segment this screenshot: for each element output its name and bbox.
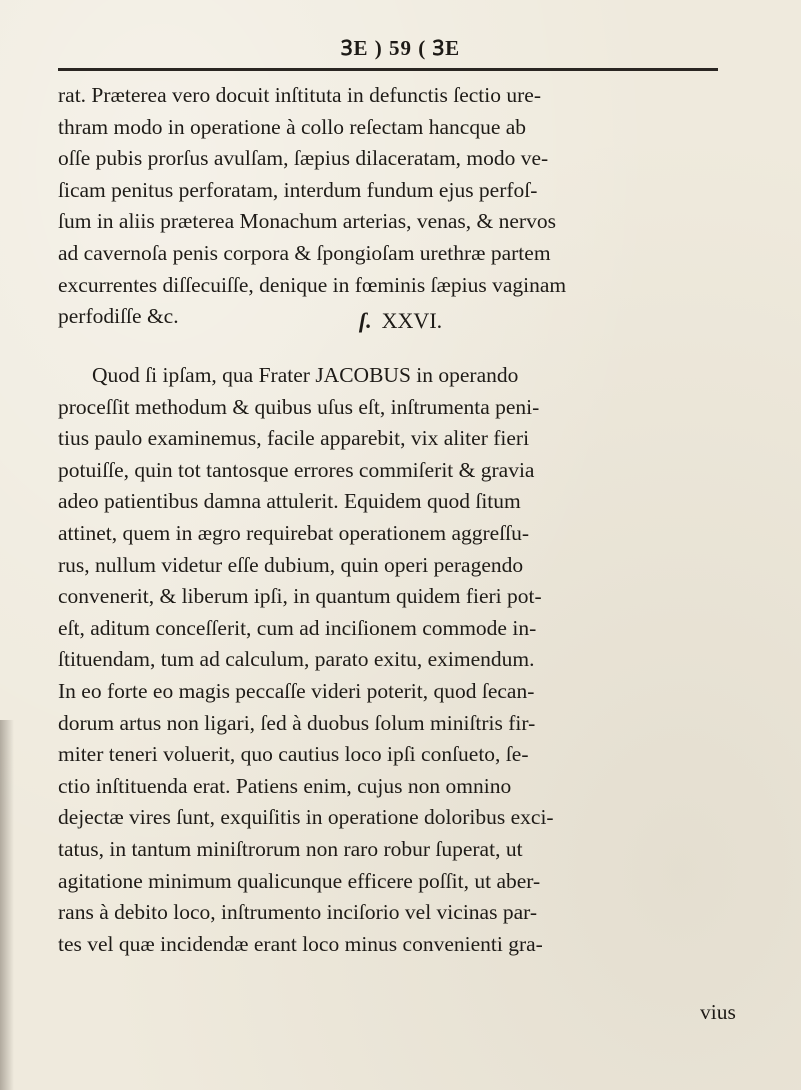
text-line: perfodiſſe &c.	[58, 304, 179, 329]
text-line: tes vel quæ incidendæ erant loco minus convenienti gra-	[58, 931, 543, 956]
text-line: ctio inſtituenda erat. Patiens enim, cujus non omnino	[58, 773, 512, 798]
running-head-text: ꝪE ) 59 ( ꝪE	[340, 36, 461, 60]
section-symbol: ſ.	[358, 308, 372, 333]
text-line: proceſſit methodum & quibus uſus eſt, inſtrumenta peni-	[58, 394, 540, 419]
text-line: ſum in aliis præterea Monachum arterias, venas, & nervos	[58, 209, 556, 234]
text-line: In eo forte eo magis peccaſſe videri poterit, quod ſecan-	[58, 678, 535, 703]
text-line: tatus, in tantum miniſtrorum non raro robur ſuperat, ut	[58, 836, 523, 861]
paragraph-1	[58, 80, 748, 333]
text-line: agitatione minimum qualicunque efficere poſſit, ut aber-	[58, 868, 541, 893]
section-number: XXVI.	[381, 308, 443, 333]
text-line: rat. Præterea vero docuit inſtituta in defunctis ſectio ure-	[58, 83, 541, 107]
text-line: adeo patientibus damna attulerit. Equidem quod ſitum	[58, 489, 521, 514]
text-line: eſt, aditum conceſſerit, cum ad inciſionem commode in-	[58, 615, 537, 640]
text-line: oſſe pubis prorſus avulſam, ſæpius dilaceratam, modo ve-	[58, 146, 549, 171]
text-line: dorum artus non ligari, ſed à duobus ſolum miniſtris fir-	[58, 710, 536, 735]
text-line: dejectæ vires ſunt, exquiſitis in operatione doloribus exci-	[58, 805, 554, 830]
text-line: Quod ſi ipſam, qua Frater JACOBUS in operando	[92, 363, 519, 387]
text-line: miter teneri voluerit, quo cautius loco ipſi conſueto, ſe-	[58, 742, 529, 767]
text-line: ſicam penitus perforatam, interdum fundum ejus perfoſ-	[58, 177, 538, 202]
header-rule	[58, 68, 718, 71]
text-line: thram modo in operatione à collo reſectam hancque ab	[58, 114, 527, 139]
text-line: tius paulo examinemus, facile apparebit, vix aliter fieri	[58, 426, 530, 451]
text-line: potuiſſe, quin tot tantosque errores commiſerit & gravia	[58, 457, 535, 482]
text-line: rus, nullum videtur eſſe dubium, quin operi peragendo	[58, 552, 524, 577]
section-heading	[0, 308, 801, 334]
running-head	[0, 34, 801, 62]
text-line: rans à debito loco, inſtrumento inciſorio vel vicinas par-	[58, 900, 538, 925]
page-edge-shadow	[0, 720, 14, 1090]
text-line: ſtituendam, tum ad calculum, parato exitu, eximendum.	[58, 647, 535, 672]
text-line: excurrentes diſſecuiſſe, denique in fœminis ſæpius vaginam	[58, 272, 567, 297]
text-line: attinet, quem in ægro requirebat operationem aggreſſu-	[58, 520, 530, 545]
text-line: ad cavernoſa penis corpora & ſpongioſam urethræ partem	[58, 240, 551, 265]
text-line: convenerit, & liberum ipſi, in quantum quidem fieri pot-	[58, 584, 542, 609]
catchword: vius	[700, 1000, 736, 1024]
paragraph-2	[58, 360, 748, 960]
